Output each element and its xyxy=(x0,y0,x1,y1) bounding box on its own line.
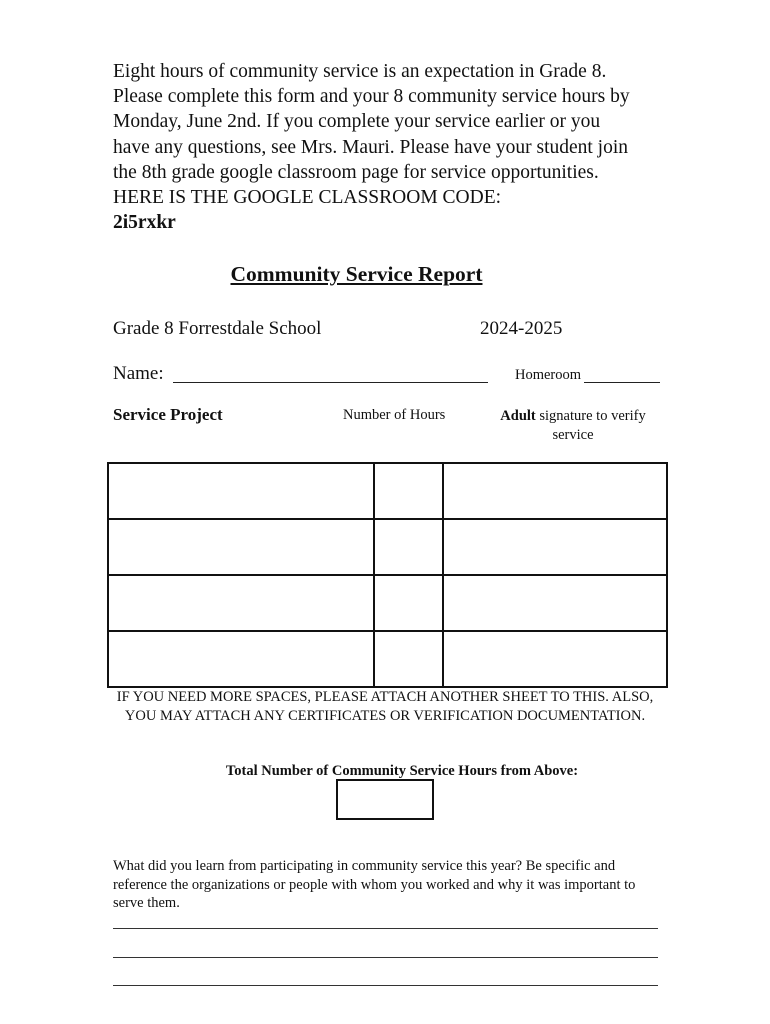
column-header-hours: Number of Hours xyxy=(343,407,446,423)
intro-line: HERE IS THE GOOGLE CLASSROOM CODE: xyxy=(113,187,502,209)
classroom-code: 2i5rxkr xyxy=(113,212,176,234)
intro-line: have any questions, see Mrs. Mauri. Please have your student join xyxy=(113,136,629,158)
column-header-signature xyxy=(495,407,651,445)
total-hours-box[interactable] xyxy=(336,779,434,820)
intro-line: Please complete this form and your 8 community service hours by xyxy=(113,86,630,108)
school-year: 2024-2025 xyxy=(480,318,563,339)
table-row xyxy=(108,463,667,519)
signature-header-bold: Adult xyxy=(500,408,536,424)
answer-line[interactable] xyxy=(113,985,658,986)
intro-line: Monday, June 2nd. If you complete your service earlier or you xyxy=(113,111,601,133)
reflection-question: What did you learn from participating in community service this year? Be specific and reference the organizations or people with whom you worked and why it was important to serve them. xyxy=(113,858,636,911)
table-row xyxy=(108,519,667,575)
intro-line: the 8th grade google classroom page for service opportunities. xyxy=(113,161,599,183)
column-header-project: Service Project xyxy=(113,405,223,424)
signature-header-text: signature to verify service xyxy=(535,408,646,443)
signature-cell[interactable] xyxy=(443,631,667,687)
table-row xyxy=(108,575,667,631)
answer-line[interactable] xyxy=(113,928,658,929)
intro-paragraph xyxy=(113,59,673,235)
form-title: Community Service Report xyxy=(230,262,483,286)
answer-line[interactable] xyxy=(113,957,658,958)
table-row xyxy=(108,631,667,687)
hours-cell[interactable] xyxy=(374,575,443,631)
signature-cell[interactable] xyxy=(443,519,667,575)
project-cell[interactable] xyxy=(108,575,374,631)
service-log-table xyxy=(107,462,668,688)
project-cell[interactable] xyxy=(108,463,374,519)
project-cell[interactable] xyxy=(108,519,374,575)
hours-cell[interactable] xyxy=(374,631,443,687)
project-cell[interactable] xyxy=(108,631,374,687)
attach-notice: IF YOU NEED MORE SPACES, PLEASE ATTACH ANOTHER SHEET TO THIS. ALSO, YOU MAY ATTACH ANY CERTIFICATES OR VERIFICATION DOCUMENTATION. xyxy=(116,689,654,724)
school-label: Grade 8 Forrestdale School xyxy=(113,318,322,339)
homeroom-label: Homeroom xyxy=(515,367,582,383)
name-field-line[interactable] xyxy=(173,382,488,383)
hours-cell[interactable] xyxy=(374,463,443,519)
homeroom-field-line[interactable] xyxy=(584,382,660,383)
intro-line: Eight hours of community service is an expectation in Grade 8. xyxy=(113,61,607,82)
name-label: Name: xyxy=(113,363,164,384)
signature-cell[interactable] xyxy=(443,463,667,519)
hours-cell[interactable] xyxy=(374,519,443,575)
total-hours-label: Total Number of Community Service Hours from Above: xyxy=(225,763,579,779)
signature-cell[interactable] xyxy=(443,575,667,631)
